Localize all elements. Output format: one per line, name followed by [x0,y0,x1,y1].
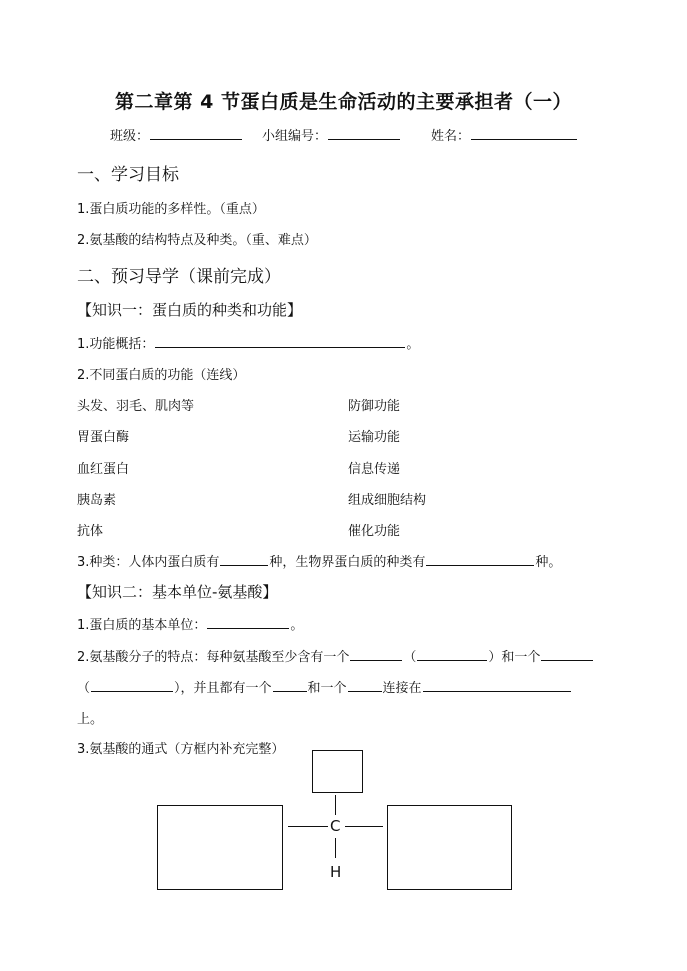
bond-line [288,826,328,827]
formula-top-box[interactable] [312,750,363,793]
k2-question-2-line3: 上。 [77,712,104,727]
k1-q3-blank-1[interactable] [220,564,268,566]
knowledge2-heading: 【知识二：基本单位-氨基酸】 [77,583,278,601]
k1-q3-blank-2[interactable] [426,564,534,566]
k2-question-2-line2 [77,677,572,696]
name-blank[interactable] [471,138,577,140]
objective-item: 2.氨基酸的结构特点及种类。（重、难点） [77,233,317,248]
class-label: 班级： [110,129,150,144]
name-field [431,125,578,144]
k2-q2-blank[interactable] [423,690,571,692]
match-left-item[interactable]: 血红蛋白 [77,462,130,477]
k2-q2-blank[interactable] [273,690,307,692]
k1-q3-part: 种，生物界蛋白质的种类有 [269,555,426,570]
k2-q1-blank[interactable] [207,627,289,629]
bond-line [335,838,336,858]
group-label: 小组编号： [262,129,328,144]
formula-left-box[interactable] [157,805,283,890]
class-blank[interactable] [150,138,242,140]
match-left-item[interactable]: 胃蛋白酶 [77,430,130,445]
group-field [262,125,401,144]
k2-q2-blank[interactable] [348,690,382,692]
k1-q1-suffix: 。 [406,337,420,352]
formula-right-box[interactable] [387,805,512,890]
k2-question-2-line1 [77,646,594,665]
k2-q2-blank[interactable] [541,659,593,661]
k2-q2-part: （ [77,681,91,696]
objective-item: 1.蛋白质功能的多样性。（重点） [77,202,265,217]
k2-q2-part: 2.氨基酸分子的特点：每种氨基酸至少含有一个 [77,650,350,665]
k2-q2-part: 和一个 [307,681,347,696]
k2-q2-blank[interactable] [91,690,173,692]
k1-question-1 [77,333,419,352]
match-left-item[interactable]: 抗体 [77,524,104,539]
k1-q3-part: 3.种类：人体内蛋白质有 [77,555,220,570]
k2-q2-part: ）和一个 [488,650,541,665]
group-blank[interactable] [328,138,400,140]
k2-q2-blank[interactable] [417,659,487,661]
k2-q2-part: ），并且都有一个 [174,681,272,696]
k1-q3-part: 种。 [535,555,562,570]
match-right-item[interactable]: 防御功能 [348,399,401,414]
hydrogen-atom: H [330,863,342,881]
k2-q1-prefix: 1.蛋白质的基本单位： [77,618,207,633]
k2-q2-part: （ [403,650,417,665]
match-right-item[interactable]: 信息传递 [348,462,401,477]
k1-question-2: 2.不同蛋白质的功能（连线） [77,368,246,383]
page-title: 第二章第 4 节蛋白质是生命活动的主要承担者（一） [115,91,572,113]
k1-q1-prefix: 1.功能概括： [77,337,155,352]
k2-question-1 [77,614,303,633]
k1-q1-blank[interactable] [155,346,405,348]
k1-question-3 [77,551,561,570]
name-label: 姓名： [431,129,471,144]
knowledge1-heading: 【知识一：蛋白质的种类和功能】 [77,301,303,319]
match-left-item[interactable]: 头发、羽毛、肌肉等 [77,399,195,414]
bond-line [335,795,336,815]
match-right-item[interactable]: 催化功能 [348,524,401,539]
section1-heading: 一、学习目标 [77,165,179,185]
k2-q2-part: 连接在 [382,681,422,696]
match-right-item[interactable]: 运输功能 [348,430,401,445]
bond-line [345,826,383,827]
section2-heading: 二、预习导学（课前完成） [77,267,281,287]
k2-question-3: 3.氨基酸的通式（方框内补充完整） [77,742,285,757]
match-left-item[interactable]: 胰岛素 [77,493,117,508]
k2-q2-blank[interactable] [350,659,402,661]
class-field [110,125,243,144]
carbon-atom: C [330,817,341,835]
match-right-item[interactable]: 组成细胞结构 [348,493,427,508]
k2-q1-suffix: 。 [290,618,304,633]
